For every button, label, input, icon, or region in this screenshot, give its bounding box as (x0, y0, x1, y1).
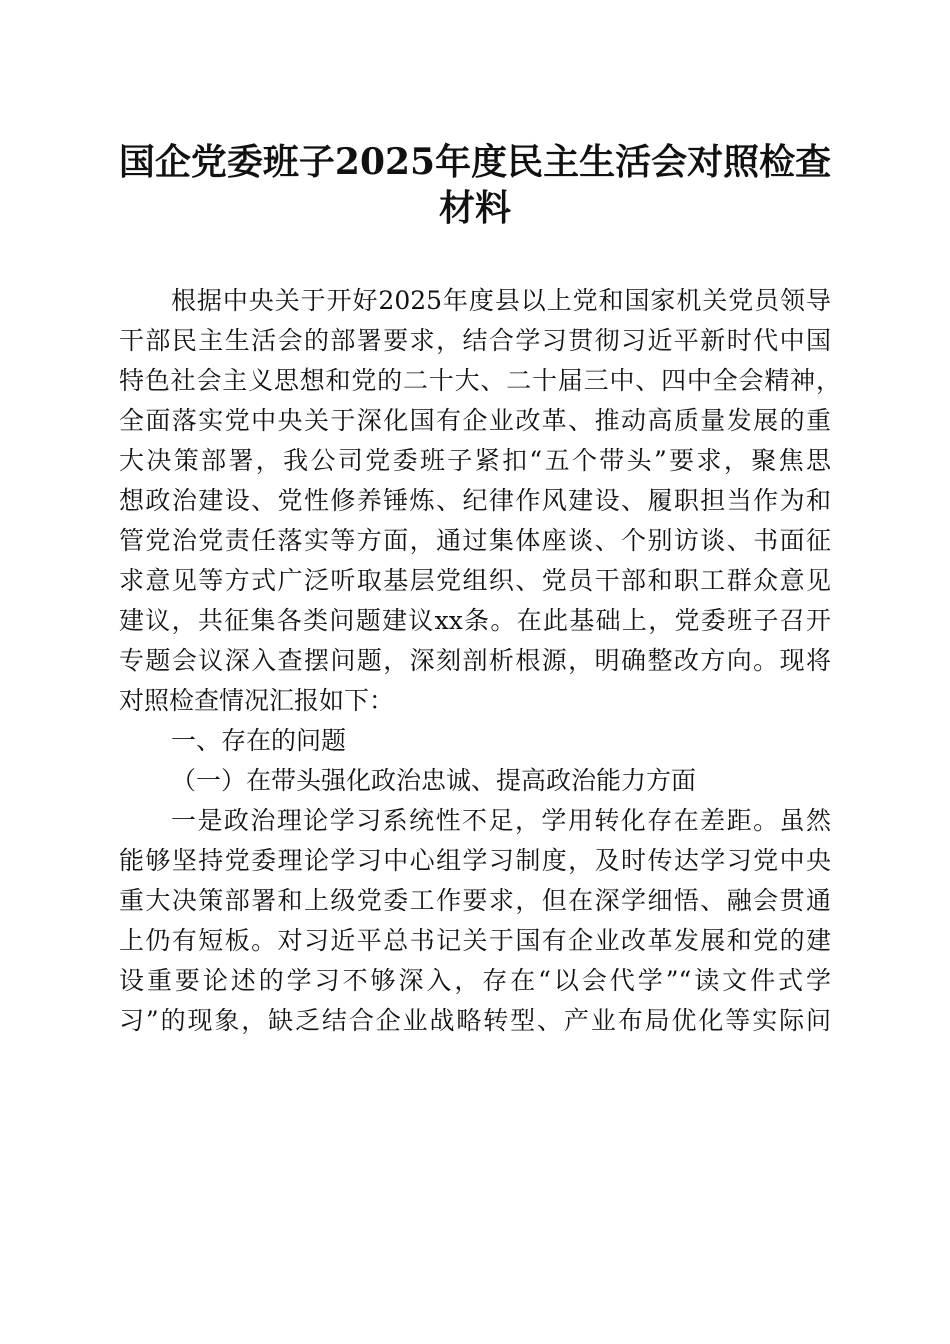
intro-paragraph-line: 根据中央关于开好2025年度县以上党和国家机关党员领导 (171, 286, 831, 315)
intro-paragraph-line: 特色社会主义思想和党的二十大、二十届三中、四中全会精神， (119, 366, 841, 395)
document-title-line-2: 材料 (438, 187, 511, 229)
intro-paragraph-line: 干部民主生活会的部署要求，结合学习贯彻习近平新时代中国 (119, 326, 831, 355)
body-paragraph-line: 能够坚持党委理论学习中心组学习制度，及时传达学习党中央 (119, 846, 831, 875)
document-title-line-1: 国企党委班子2025年度民主生活会对照检查 (118, 141, 832, 183)
body-paragraph-line: 习”的现象，缺乏结合企业战略转型、产业布局优化等实际问 (119, 1006, 831, 1035)
body-paragraph-line: 一是政治理论学习系统性不足，学用转化存在差距。虽然 (171, 806, 831, 835)
section-heading: 一、存在的问题 (171, 726, 347, 755)
intro-paragraph-line: 管党治党责任落实等方面，通过集体座谈、个别访谈、书面征 (119, 526, 831, 555)
body-paragraph-line: 设重要论述的学习不够深入，存在“以会代学”“读文件式学 (119, 966, 831, 995)
intro-paragraph-line: 想政治建设、党性修养锤炼、纪律作风建设、履职担当作为和 (119, 486, 831, 515)
intro-paragraph-line: 大决策部署，我公司党委班子紧扣“五个带头”要求，聚焦思 (119, 446, 831, 475)
subsection-heading: （一）在带头强化政治忠诚、提高政治能力方面 (171, 766, 697, 795)
intro-paragraph-line: 求意见等方式广泛听取基层党组织、党员干部和职工群众意见 (119, 566, 831, 595)
intro-paragraph-line: 全面落实党中央关于深化国有企业改革、推动高质量发展的重 (119, 406, 831, 435)
intro-paragraph-line: 专题会议深入查摆问题，深刻剖析根源，明确整改方向。现将 (119, 646, 831, 675)
body-paragraph-line: 重大决策部署和上级党委工作要求，但在深学细悟、融会贯通 (119, 886, 831, 915)
body-paragraph-line: 上仍有短板。对习近平总书记关于国有企业改革发展和党的建 (119, 926, 831, 955)
intro-paragraph-line: 建议，共征集各类问题建议xx条。在此基础上，党委班子召开 (119, 606, 831, 635)
intro-paragraph-line: 对照检查情况汇报如下： (119, 686, 395, 715)
